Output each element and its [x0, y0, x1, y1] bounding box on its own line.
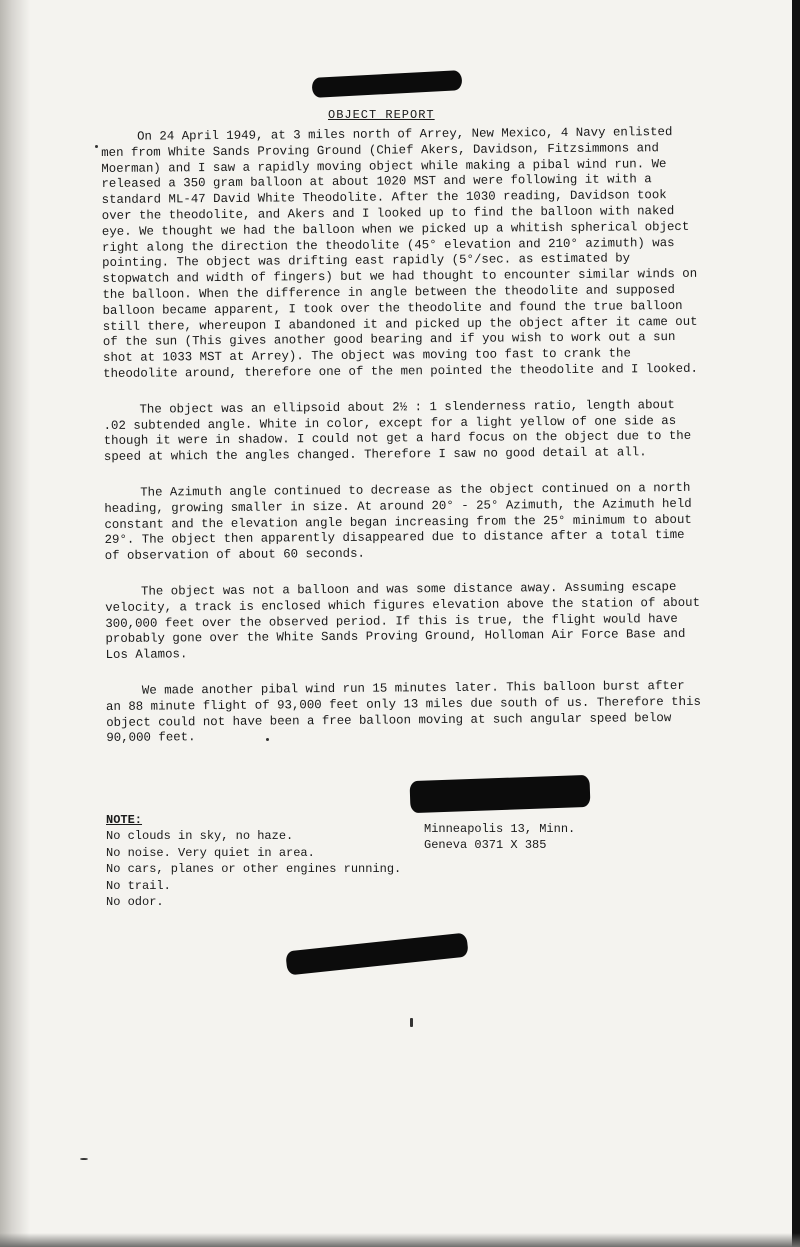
redaction-top: [312, 70, 463, 98]
address-phone: Geneva 0371 X 385: [424, 837, 547, 852]
note-heading: NOTE:: [106, 813, 143, 827]
paragraph-3: The Azimuth angle continued to decrease as the object continued on a north heading, growing smaller in size. At around 20° - 25° Azimuth, the Azimuth held constant and the elevation angle began increasing from the 25° minimum to about 29°. The object then apparently disappeared due to distance after a total time of observation of about 60 seconds.: [104, 480, 692, 564]
address-city: Minneapolis 13, Minn.: [424, 822, 576, 836]
note-item: No noise. Very quiet in area.: [106, 845, 315, 860]
report-body: [101, 125, 707, 767]
speck: [95, 145, 98, 148]
address-block: [424, 822, 575, 854]
redaction-signature: [409, 775, 590, 813]
note-item: No odor.: [106, 895, 164, 910]
scan-bottom-shadow: [0, 1233, 800, 1247]
paragraph-4: The object was not a balloon and was some distance away. Assuming escape velocity, a track is enclosed which figures elevation above the station of about 300,000 feet over the observed period. If this is true, the flight would have probably gone over the White Sands Proving Ground, Holloman Air Force Base and Los Alamos.: [105, 579, 701, 663]
note-item: No trail.: [106, 878, 171, 893]
scan-right-border: [792, 0, 800, 1247]
paragraph-5: We made another pibal wind run 15 minutes later. This balloon burst after an 88 minute flight of 93,000 feet only 13 miles due south of us. Therefore this object could not have been a free balloon moving at such angular speed below 90,000 feet.: [105, 678, 701, 746]
paragraph-2: The object was an ellipsoid about 2½ : 1 slenderness ratio, length about .02 subtended angle. White in color, except for a light yellow of one side as though it were in shadow. I could not get a hard focus on the object due to the speed at which the angles changed. Therefore I saw no good detail at all.: [103, 397, 692, 465]
paragraph-1: On 24 April 1949, at 3 miles north of Arrey, New Mexico, 4 Navy enlisted men from White Sands Proving Ground (Chief Akers, Davidson, Fitzsimmons and Moerman) and I saw a rapidly moving object while making a pibal wind run. We released a 350 gram balloon at about 1020 MST and were following it with a standard ML-47 David White Theodolite. After the 1030 reading, Davidson took over the theodolite, and Akers and I looked up to find the balloon with naked eye. We thought we had the balloon when we picked up a whitish spherical object right along the direction the theodolite (45° elevation and 210° azimuth) was pointing. The object was drifting east rapidly (5°/sec. as estimated by stopwatch and width of fingers) but we had thought to encounter similar winds on the balloon. When the difference in angle between the theodolite and supposed balloon became apparent, I took over the theodolite and found the true balloon still there, whereupon I abandoned it and picked up the object after it came out of the sun (This gives another good bearing and if you wish to work out a sun shot at 1033 MST at Arrey). The object was moving too fast to crank the theodolite around, therefore one of the men pointed the theodolite and I looked.: [101, 125, 699, 381]
speck: [410, 1018, 413, 1027]
note-block: [106, 812, 401, 910]
note-item: No clouds in sky, no haze.: [106, 829, 294, 844]
note-item: No cars, planes or other engines running.: [106, 862, 402, 877]
scan-left-shadow: [0, 0, 30, 1247]
redaction-bottom: [285, 933, 469, 976]
report-title: OBJECT REPORT: [328, 108, 435, 122]
speck: [80, 1158, 88, 1160]
